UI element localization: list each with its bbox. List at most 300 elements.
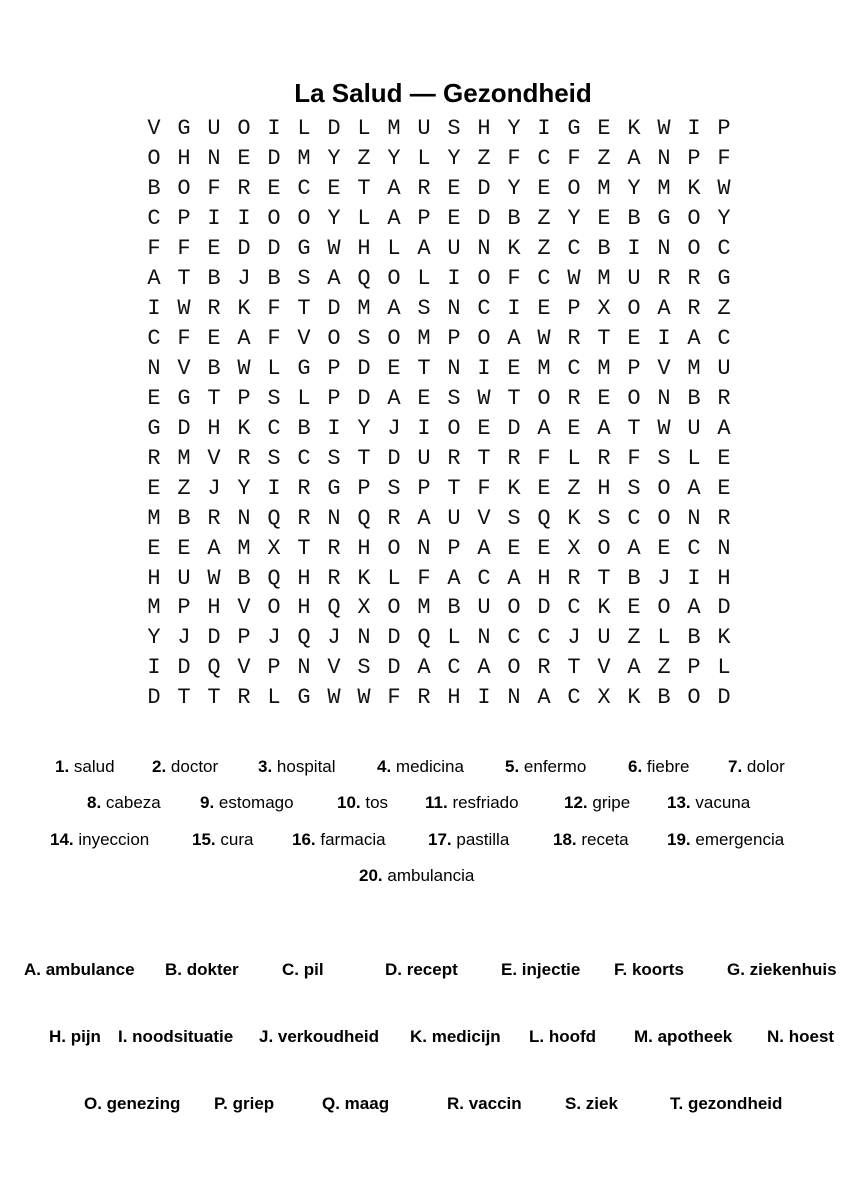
grid-letter: C [717, 236, 731, 262]
grid-letter: K [627, 116, 641, 142]
grid-letter: F [627, 445, 641, 471]
grid-letter: C [567, 595, 581, 621]
grid-letter: F [177, 326, 191, 352]
grid-letter: Z [657, 655, 671, 681]
grid-letter: N [687, 505, 701, 531]
grid-letter: R [297, 505, 311, 531]
grid-letter: R [327, 565, 341, 591]
grid-letter: D [327, 296, 341, 322]
grid-letter: K [567, 505, 581, 531]
grid-letter: Z [597, 146, 611, 172]
grid-letter: V [477, 505, 491, 531]
grid-letter: E [507, 355, 521, 381]
grid-letter: F [177, 236, 191, 262]
grid-letter: T [477, 445, 491, 471]
grid-letter: E [447, 176, 461, 202]
grid-letter: B [687, 625, 701, 651]
grid-letter: I [147, 296, 161, 322]
grid-row [139, 324, 739, 354]
grid-letter: X [597, 685, 611, 711]
grid-letter: M [657, 176, 671, 202]
grid-letter: O [447, 415, 461, 441]
grid-letter: P [327, 355, 341, 381]
grid-row [139, 593, 739, 623]
grid-letter: A [447, 565, 461, 591]
grid-letter: N [357, 625, 371, 651]
grid-letter: W [477, 385, 491, 411]
grid-letter: C [447, 655, 461, 681]
grid-letter: G [297, 685, 311, 711]
grid-letter: M [597, 355, 611, 381]
grid-row [139, 383, 739, 413]
grid-letter: U [447, 236, 461, 262]
grid-letter: R [567, 565, 581, 591]
dutch-word: N. hoest [767, 1027, 835, 1046]
grid-letter: I [477, 355, 491, 381]
grid-letter: V [297, 326, 311, 352]
grid-letter: S [627, 475, 641, 501]
grid-letter: C [627, 505, 641, 531]
grid-letter: D [177, 655, 191, 681]
grid-letter: O [537, 385, 551, 411]
grid-letter: D [717, 595, 731, 621]
grid-letter: D [387, 655, 401, 681]
grid-letter: A [627, 655, 641, 681]
grid-letter: X [267, 535, 281, 561]
grid-letter: Q [357, 505, 371, 531]
grid-letter: H [297, 565, 311, 591]
grid-letter: V [147, 116, 161, 142]
grid-letter: W [657, 116, 671, 142]
grid-letter: D [357, 355, 371, 381]
grid-letter: Y [387, 146, 401, 172]
grid-letter: M [237, 535, 251, 561]
grid-letter: O [477, 326, 491, 352]
grid-letter: D [387, 445, 401, 471]
grid-letter: O [627, 296, 641, 322]
grid-letter: V [237, 655, 251, 681]
grid-letter: D [177, 415, 191, 441]
grid-letter: A [207, 535, 221, 561]
grid-letter: A [387, 296, 401, 322]
grid-letter: Q [327, 595, 341, 621]
grid-letter: A [507, 565, 521, 591]
grid-letter: U [447, 505, 461, 531]
grid-letter: F [717, 146, 731, 172]
grid-letter: N [327, 505, 341, 531]
grid-letter: R [717, 505, 731, 531]
grid-letter: H [207, 415, 221, 441]
grid-letter: W [567, 266, 581, 292]
grid-letter: M [537, 355, 551, 381]
grid-letter: A [537, 415, 551, 441]
grid-letter: P [627, 355, 641, 381]
grid-letter: F [387, 685, 401, 711]
grid-letter: R [537, 655, 551, 681]
grid-letter: Q [417, 625, 431, 651]
grid-letter: S [357, 655, 371, 681]
grid-row [139, 114, 739, 144]
grid-letter: E [717, 475, 731, 501]
dutch-word: I. noodsituatie [118, 1027, 234, 1046]
grid-row [139, 503, 739, 533]
grid-letter: B [267, 266, 281, 292]
grid-letter: O [327, 326, 341, 352]
grid-letter: R [717, 385, 731, 411]
grid-letter: B [657, 685, 671, 711]
grid-letter: G [657, 206, 671, 232]
grid-letter: U [477, 595, 491, 621]
grid-letter: R [207, 505, 221, 531]
grid-letter: Z [627, 625, 641, 651]
grid-letter: P [717, 116, 731, 142]
grid-letter: Z [567, 475, 581, 501]
grid-letter: L [687, 445, 701, 471]
grid-letter: O [267, 206, 281, 232]
spanish-word: 10. tos [337, 793, 389, 812]
grid-letter: B [687, 385, 701, 411]
grid-letter: C [477, 296, 491, 322]
grid-letter: C [297, 176, 311, 202]
grid-letter: P [327, 385, 341, 411]
grid-letter: B [237, 565, 251, 591]
grid-letter: E [537, 475, 551, 501]
grid-letter: O [507, 595, 521, 621]
grid-letter: N [447, 296, 461, 322]
grid-letter: S [597, 505, 611, 531]
grid-letter: S [447, 385, 461, 411]
grid-letter: G [327, 475, 341, 501]
grid-letter: C [537, 266, 551, 292]
grid-letter: G [177, 116, 191, 142]
grid-letter: I [147, 655, 161, 681]
grid-letter: D [387, 625, 401, 651]
grid-letter: J [207, 475, 221, 501]
grid-letter: U [207, 116, 221, 142]
grid-letter: C [567, 355, 581, 381]
grid-letter: A [387, 385, 401, 411]
grid-letter: O [657, 475, 671, 501]
grid-letter: I [687, 116, 701, 142]
grid-letter: B [507, 206, 521, 232]
grid-letter: A [327, 266, 341, 292]
grid-letter: F [207, 176, 221, 202]
grid-letter: V [657, 355, 671, 381]
grid-letter: S [657, 445, 671, 471]
grid-letter: W [237, 355, 251, 381]
grid-letter: I [207, 206, 221, 232]
grid-letter: K [507, 475, 521, 501]
grid-letter: T [207, 385, 221, 411]
spanish-word: 9. estomago [200, 793, 294, 812]
grid-letter: E [537, 535, 551, 561]
grid-letter: S [357, 326, 371, 352]
grid-letter: J [567, 625, 581, 651]
grid-letter: G [717, 266, 731, 292]
spanish-word: 19. emergencia [667, 830, 785, 849]
grid-letter: I [327, 415, 341, 441]
grid-letter: T [417, 355, 431, 381]
grid-letter: E [147, 385, 161, 411]
grid-letter: U [597, 625, 611, 651]
grid-letter: T [177, 266, 191, 292]
grid-letter: Q [357, 266, 371, 292]
grid-letter: R [237, 445, 251, 471]
grid-letter: P [237, 385, 251, 411]
grid-letter: H [537, 565, 551, 591]
grid-letter: A [597, 415, 611, 441]
grid-letter: O [597, 535, 611, 561]
grid-letter: L [387, 236, 401, 262]
grid-letter: E [327, 176, 341, 202]
grid-letter: L [657, 625, 671, 651]
grid-letter: L [267, 685, 281, 711]
grid-letter: D [537, 595, 551, 621]
grid-letter: C [717, 326, 731, 352]
spanish-word: 12. gripe [564, 793, 631, 812]
grid-letter: I [627, 236, 641, 262]
dutch-word: R. vaccin [447, 1094, 522, 1113]
grid-letter: Z [537, 236, 551, 262]
grid-letter: N [657, 385, 671, 411]
spanish-word: 13. vacuna [667, 793, 751, 812]
grid-letter: C [147, 326, 161, 352]
grid-letter: Q [207, 655, 221, 681]
grid-letter: P [447, 326, 461, 352]
grid-letter: J [177, 625, 191, 651]
grid-letter: K [237, 415, 251, 441]
grid-letter: X [357, 595, 371, 621]
grid-letter: M [417, 326, 431, 352]
grid-letter: M [297, 146, 311, 172]
grid-letter: S [507, 505, 521, 531]
dutch-word-row-2 [0, 1025, 856, 1049]
grid-row [139, 443, 739, 473]
grid-letter: O [567, 176, 581, 202]
dutch-word: O. genezing [84, 1094, 181, 1113]
grid-letter: E [417, 385, 431, 411]
grid-row [139, 653, 739, 683]
grid-letter: F [507, 146, 521, 172]
grid-letter: Y [237, 475, 251, 501]
grid-letter: N [417, 535, 431, 561]
grid-letter: O [687, 206, 701, 232]
grid-letter: D [327, 116, 341, 142]
grid-letter: R [207, 296, 221, 322]
grid-letter: H [717, 565, 731, 591]
grid-letter: Z [477, 146, 491, 172]
grid-letter: T [357, 176, 371, 202]
grid-letter: E [477, 415, 491, 441]
dutch-word: T. gezondheid [670, 1094, 783, 1113]
grid-letter: E [177, 535, 191, 561]
grid-letter: Q [267, 505, 281, 531]
grid-letter: B [147, 176, 161, 202]
grid-letter: C [297, 445, 311, 471]
grid-letter: V [207, 445, 221, 471]
grid-letter: I [237, 206, 251, 232]
grid-letter: S [447, 116, 461, 142]
grid-letter: Z [177, 475, 191, 501]
grid-letter: J [327, 625, 341, 651]
grid-letter: E [237, 146, 251, 172]
grid-letter: P [567, 296, 581, 322]
spanish-word: 20. ambulancia [359, 866, 475, 885]
grid-row [139, 144, 739, 174]
grid-letter: S [387, 475, 401, 501]
grid-letter: N [447, 355, 461, 381]
grid-letter: W [657, 415, 671, 441]
grid-letter: A [687, 326, 701, 352]
grid-letter: A [417, 505, 431, 531]
grid-letter: U [687, 415, 701, 441]
grid-letter: L [387, 565, 401, 591]
grid-letter: P [357, 475, 371, 501]
grid-letter: F [537, 445, 551, 471]
grid-letter: R [447, 445, 461, 471]
grid-letter: K [627, 685, 641, 711]
grid-letter: H [447, 685, 461, 711]
grid-letter: R [387, 505, 401, 531]
grid-letter: N [477, 625, 491, 651]
dutch-word: S. ziek [565, 1094, 618, 1113]
grid-letter: D [717, 685, 731, 711]
grid-letter: O [237, 116, 251, 142]
grid-letter: H [207, 595, 221, 621]
grid-letter: R [417, 176, 431, 202]
grid-letter: C [537, 625, 551, 651]
grid-letter: L [297, 116, 311, 142]
grid-letter: D [267, 146, 281, 172]
grid-letter: K [237, 296, 251, 322]
grid-letter: N [147, 355, 161, 381]
grid-letter: C [687, 535, 701, 561]
grid-letter: I [417, 415, 431, 441]
grid-letter: X [597, 296, 611, 322]
grid-letter: T [297, 535, 311, 561]
grid-letter: N [297, 655, 311, 681]
dutch-word: M. apotheek [634, 1027, 733, 1046]
grid-letter: Y [507, 176, 521, 202]
grid-letter: U [717, 355, 731, 381]
grid-letter: A [477, 655, 491, 681]
grid-letter: E [537, 296, 551, 322]
grid-letter: I [687, 565, 701, 591]
grid-letter: R [507, 445, 521, 471]
grid-letter: O [657, 505, 671, 531]
grid-letter: D [477, 176, 491, 202]
grid-row [139, 204, 739, 234]
grid-letter: O [627, 385, 641, 411]
grid-letter: K [717, 625, 731, 651]
grid-letter: U [417, 116, 431, 142]
grid-letter: F [267, 296, 281, 322]
grid-letter: R [657, 266, 671, 292]
spanish-word: 14. inyeccion [50, 830, 150, 849]
dutch-word: D. recept [385, 960, 458, 979]
grid-letter: D [147, 685, 161, 711]
grid-letter: N [237, 505, 251, 531]
grid-letter: M [177, 445, 191, 471]
grid-letter: C [477, 565, 491, 591]
spanish-word-row-3 [0, 828, 856, 852]
grid-letter: W [327, 236, 341, 262]
grid-letter: B [207, 355, 221, 381]
grid-letter: P [447, 535, 461, 561]
grid-letter: E [147, 535, 161, 561]
dutch-word-row-1 [0, 958, 856, 982]
grid-letter: O [687, 685, 701, 711]
grid-letter: G [177, 385, 191, 411]
grid-letter: R [687, 296, 701, 322]
grid-letter: B [447, 595, 461, 621]
grid-letter: I [507, 296, 521, 322]
grid-letter: T [297, 296, 311, 322]
grid-letter: A [477, 535, 491, 561]
dutch-word: F. koorts [614, 960, 684, 979]
grid-letter: O [177, 176, 191, 202]
dutch-word-row-3 [0, 1092, 856, 1116]
grid-letter: A [627, 535, 641, 561]
grid-letter: E [627, 595, 641, 621]
grid-letter: K [597, 595, 611, 621]
grid-letter: H [177, 146, 191, 172]
grid-letter: C [507, 625, 521, 651]
spanish-word: 17. pastilla [428, 830, 510, 849]
grid-letter: E [387, 355, 401, 381]
grid-row [139, 354, 739, 384]
grid-letter: E [717, 445, 731, 471]
grid-letter: A [627, 146, 641, 172]
grid-letter: V [327, 655, 341, 681]
grid-letter: F [267, 326, 281, 352]
grid-letter: E [597, 385, 611, 411]
grid-letter: L [357, 116, 371, 142]
grid-letter: W [327, 685, 341, 711]
grid-letter: D [267, 236, 281, 262]
grid-letter: H [477, 116, 491, 142]
grid-letter: A [387, 176, 401, 202]
grid-letter: L [357, 206, 371, 232]
grid-letter: D [207, 625, 221, 651]
grid-letter: R [687, 266, 701, 292]
grid-letter: E [267, 176, 281, 202]
grid-letter: D [477, 206, 491, 232]
grid-letter: C [147, 206, 161, 232]
grid-letter: J [267, 625, 281, 651]
grid-letter: P [237, 625, 251, 651]
grid-letter: Y [567, 206, 581, 232]
spanish-word: 18. receta [553, 830, 629, 849]
dutch-word: A. ambulance [24, 960, 135, 979]
spanish-word: 6. fiebre [628, 757, 690, 776]
grid-letter: L [417, 266, 431, 292]
grid-letter: I [657, 326, 671, 352]
grid-letter: D [507, 415, 521, 441]
spanish-word: 8. cabeza [87, 793, 161, 812]
grid-row [139, 413, 739, 443]
grid-letter: P [177, 206, 191, 232]
spanish-word: 4. medicina [377, 757, 464, 776]
spanish-word: 2. doctor [152, 757, 219, 776]
grid-letter: D [357, 385, 371, 411]
grid-letter: S [267, 445, 281, 471]
grid-row [139, 473, 739, 503]
grid-letter: M [357, 296, 371, 322]
grid-letter: O [267, 595, 281, 621]
grid-letter: G [147, 415, 161, 441]
grid-letter: T [597, 565, 611, 591]
